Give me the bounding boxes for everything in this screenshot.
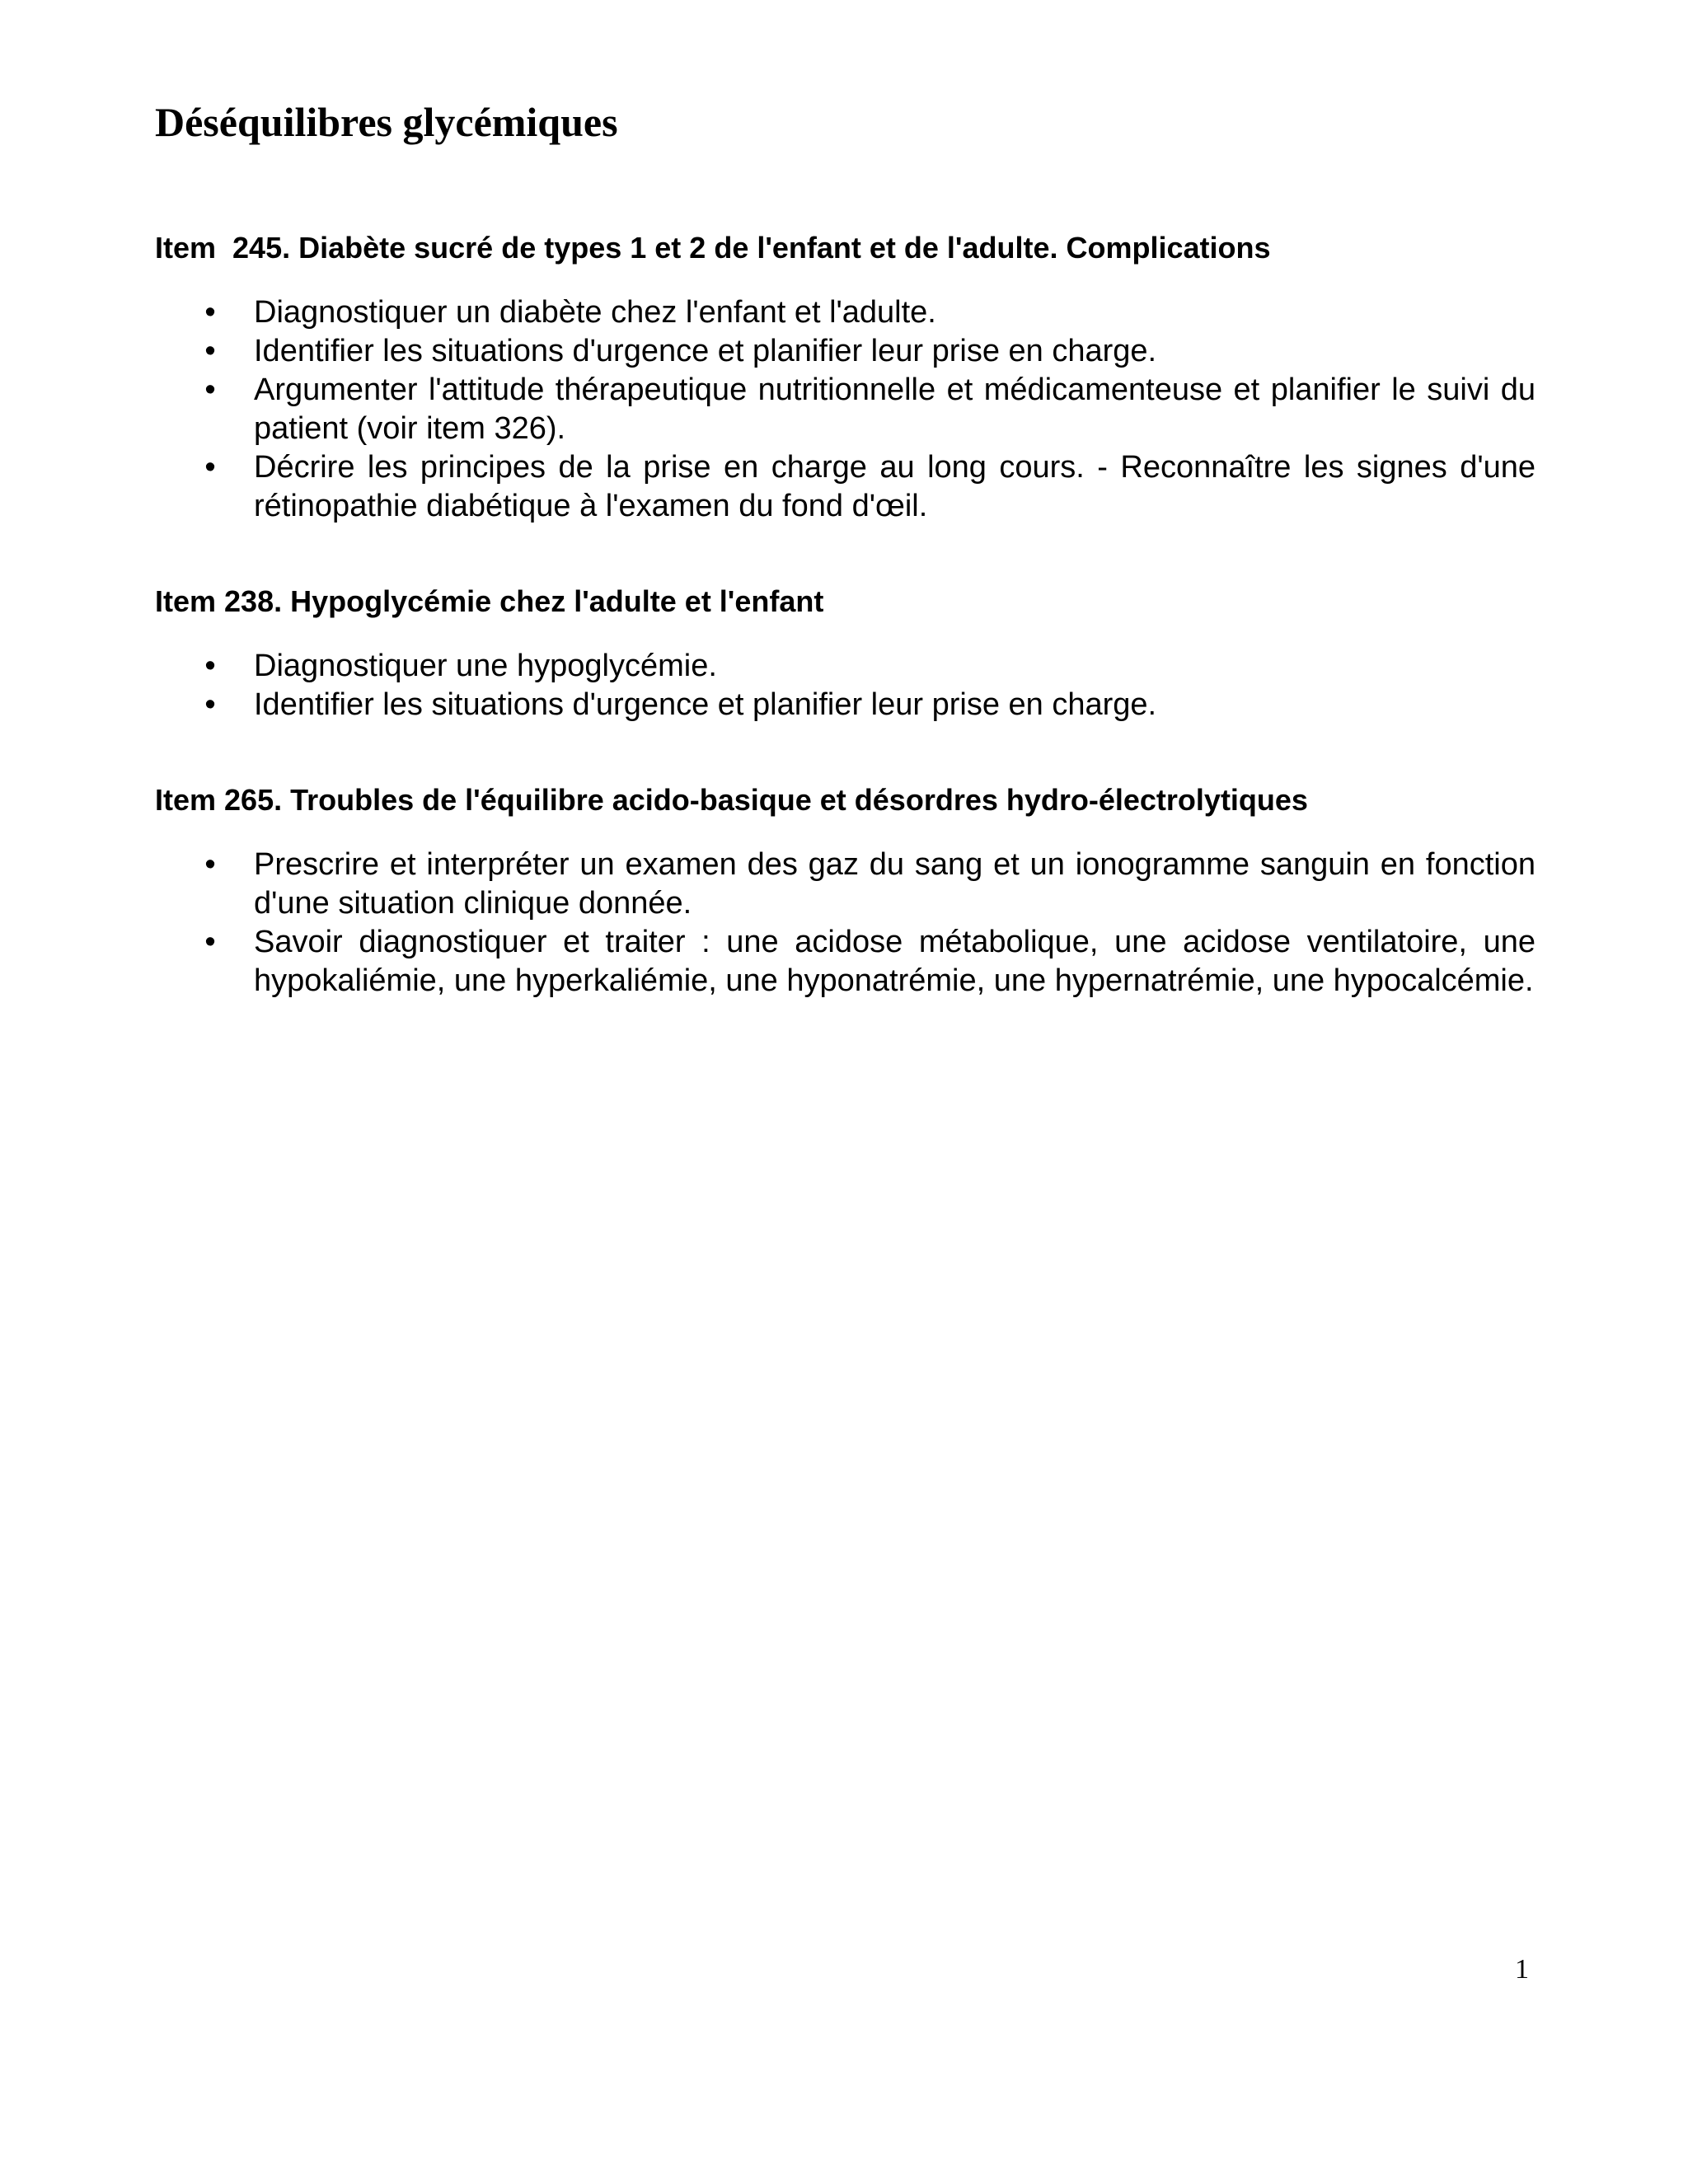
- list-item: [155, 371, 1536, 448]
- section-heading: Item 245. Diabète sucré de types 1 et 2 de l'enfant et de l'adulte. Complications: [155, 231, 1271, 265]
- list-item: [155, 846, 1536, 923]
- bullet-icon: •: [204, 450, 216, 485]
- list-item-text: Savoir diagnostiquer et traiter : une acidose métabolique, une acidose ventilatoire, une hypokaliémie, une hyperkaliémie, une hyponatrémie, une hypernatrémie, une hypocalcémie.: [254, 925, 1536, 998]
- bullet-icon: •: [204, 334, 216, 368]
- list-item-text: Diagnostiquer un diabète chez l'enfant et l'adulte.: [254, 295, 936, 330]
- list-item: [155, 686, 1536, 724]
- list-item-text: Décrire les principes de la prise en charge au long cours. - Reconnaître les signes d'une rétinopathie diabétique à l'examen du fond d'œil.: [254, 450, 1536, 523]
- list-item-text: Identifier les situations d'urgence et planifier leur prise en charge.: [254, 687, 1157, 722]
- document-title: Déséquilibres glycémiques: [155, 99, 618, 145]
- objective-list: [155, 846, 1536, 1001]
- list-item: [155, 332, 1536, 371]
- list-item-text: Diagnostiquer une hypoglycémie.: [254, 649, 717, 683]
- section-item-265: [155, 781, 1536, 1001]
- section-item-245: [155, 229, 1536, 526]
- bullet-icon: •: [204, 687, 216, 722]
- list-item-text: Prescrire et interpréter un examen des gaz du sang et un ionogramme sanguin en fonction d'une situation clinique donnée.: [254, 847, 1536, 921]
- list-item: [155, 448, 1536, 526]
- list-item-text: Argumenter l'attitude thérapeutique nutritionnelle et médicamenteuse et planifier le suivi du patient (voir item 326).: [254, 373, 1536, 446]
- section-heading: Item 238. Hypoglycémie chez l'adulte et l'enfant: [155, 584, 824, 618]
- section-item-238: [155, 583, 1536, 724]
- section-heading: Item 265. Troubles de l'équilibre acido-basique et désordres hydro-électrolytiques: [155, 783, 1308, 817]
- list-item: [155, 923, 1536, 1001]
- bullet-icon: •: [204, 847, 216, 882]
- bullet-icon: •: [204, 649, 216, 683]
- objective-list: [155, 647, 1536, 724]
- list-item: [155, 293, 1536, 332]
- page-number: 1: [1515, 1954, 1529, 1985]
- bullet-icon: •: [204, 373, 216, 407]
- list-item-text: Identifier les situations d'urgence et planifier leur prise en charge.: [254, 334, 1157, 368]
- bullet-icon: •: [204, 295, 216, 330]
- bullet-icon: •: [204, 925, 216, 959]
- objective-list: [155, 293, 1536, 526]
- list-item: [155, 647, 1536, 686]
